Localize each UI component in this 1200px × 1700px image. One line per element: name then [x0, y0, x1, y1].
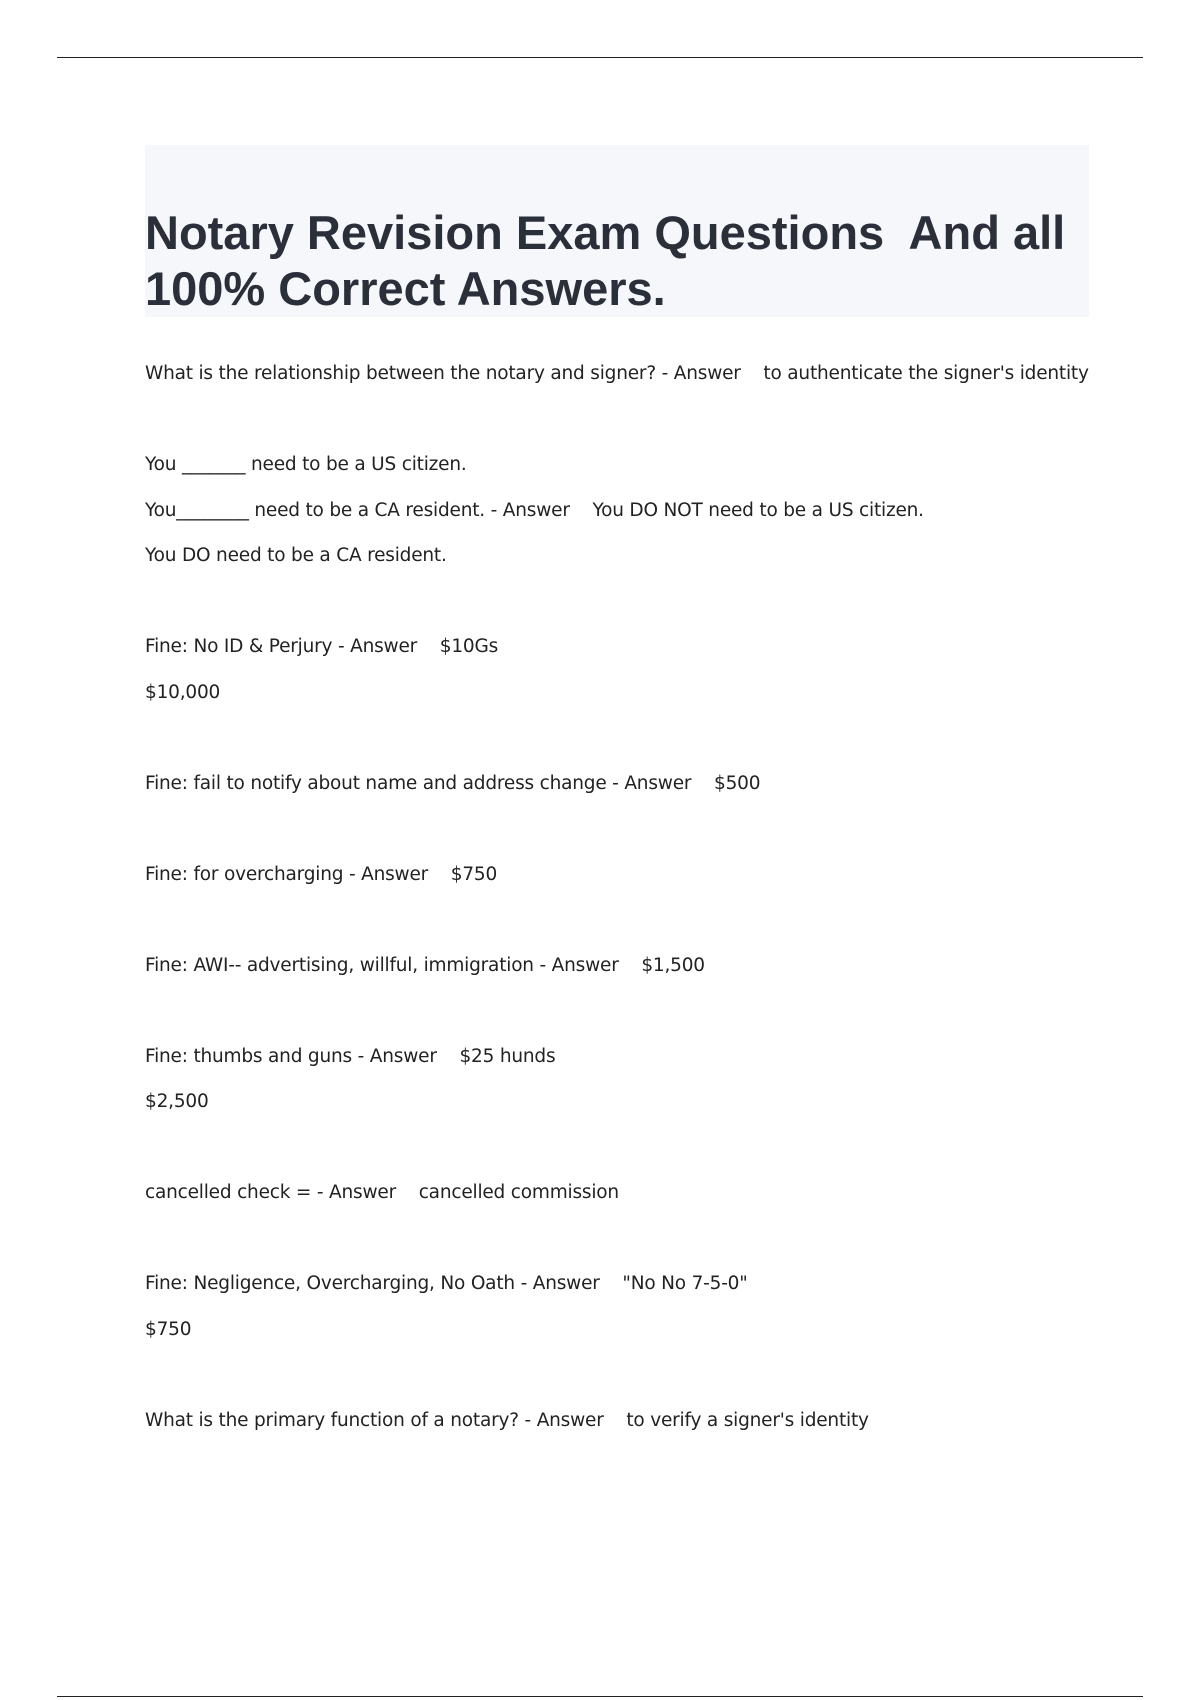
qa-line: What is the relationship between the notary and signer? - Answer to authenticate the signer's identity	[145, 363, 1089, 384]
qa-line: $2,500	[145, 1091, 209, 1112]
footer-rule	[57, 1696, 1143, 1697]
qa-line: Fine: for overcharging - Answer $750	[145, 864, 498, 885]
qa-line: cancelled check = - Answer cancelled commission	[145, 1182, 619, 1203]
qa-line: You DO need to be a CA resident.	[145, 545, 447, 566]
qa-line: $750	[145, 1319, 192, 1340]
qa-line: You________ need to be a CA resident. - Answer You DO NOT need to be a US citizen.	[145, 500, 924, 521]
qa-line: Fine: thumbs and guns - Answer $25 hunds	[145, 1046, 556, 1067]
qa-line: $10,000	[145, 682, 221, 703]
qa-line: Fine: Negligence, Overcharging, No Oath - Answer "No No 7-5-0"	[145, 1273, 748, 1294]
qa-line: Fine: fail to notify about name and address change - Answer $500	[145, 773, 761, 794]
qa-line: You _______ need to be a US citizen.	[145, 454, 467, 475]
qa-line: What is the primary function of a notary? - Answer to verify a signer's identity	[145, 1410, 869, 1431]
qa-line: Fine: No ID & Perjury - Answer $10Gs	[145, 636, 499, 657]
header-rule	[57, 57, 1143, 58]
qa-line: Fine: AWI-- advertising, willful, immigration - Answer $1,500	[145, 955, 705, 976]
document-title: Notary Revision Exam Questions And all 100% Correct Answers.	[145, 206, 1079, 315]
